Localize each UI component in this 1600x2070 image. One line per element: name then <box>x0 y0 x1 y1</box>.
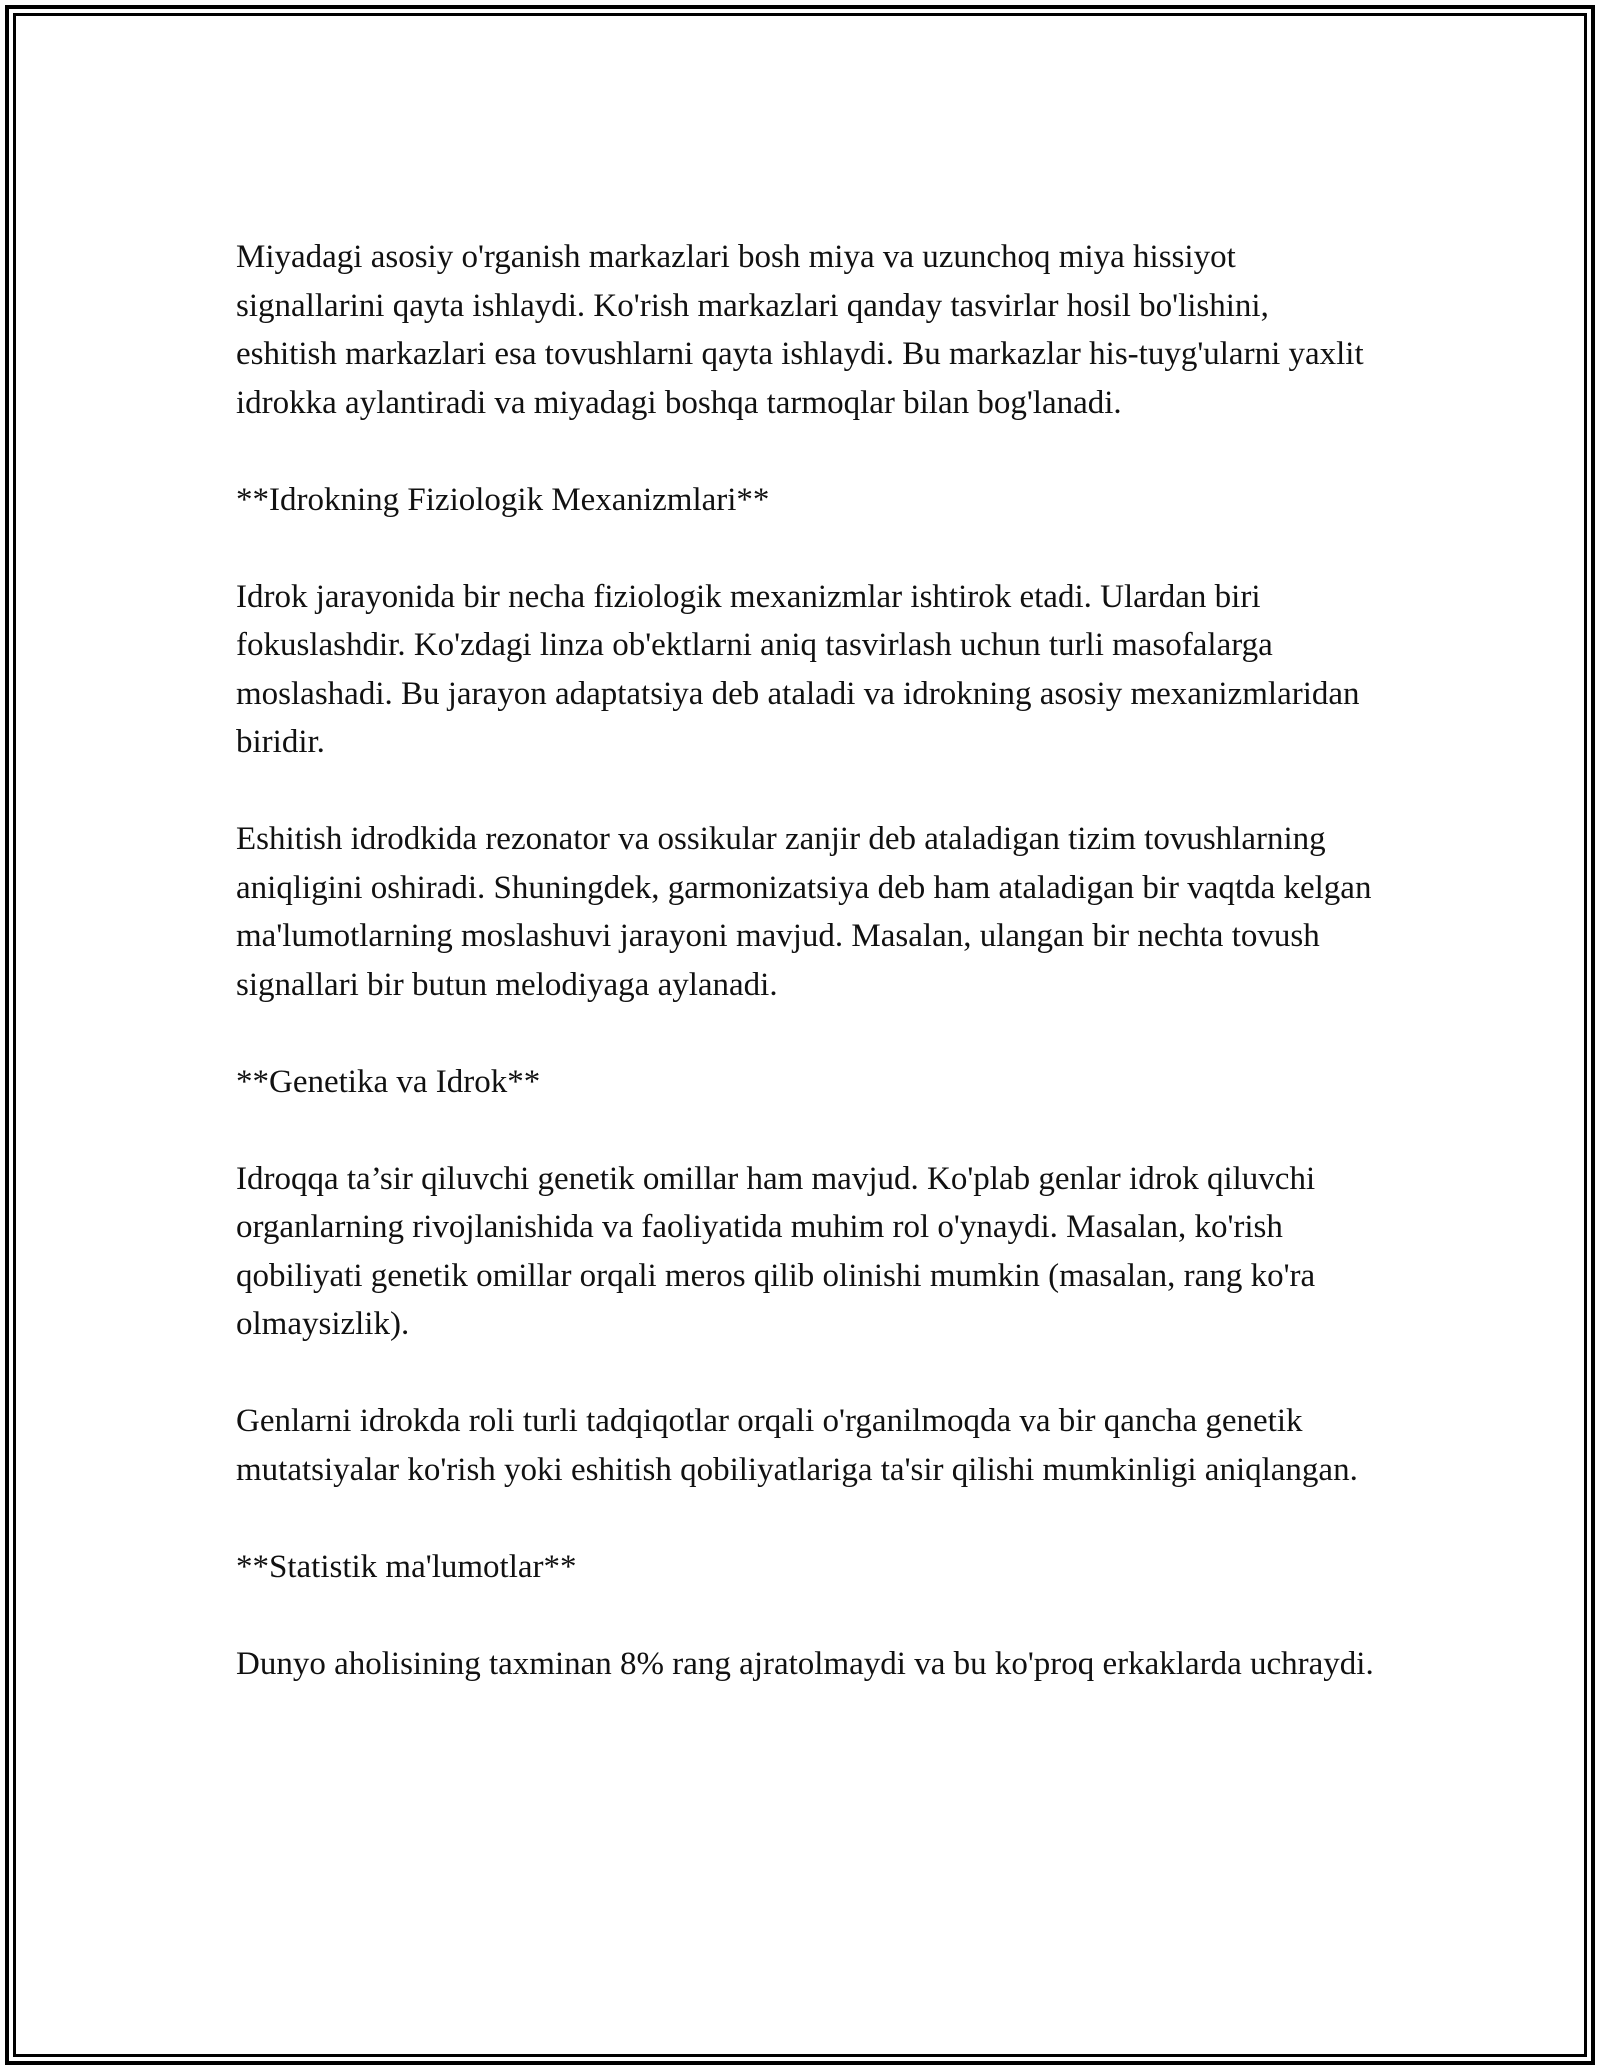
paragraph-focusing: Idrok jarayonida bir necha fiziologik mexanizmlar ishtirok etadi. Ulardan biri fokuslashdir. Ko'zdagi linza ob'ektlarni aniq tasvirlash uchun turli masofalarga moslashadi. Bu jarayon adaptatsiya deb ataladi va idrokning asosiy mexanizmlaridan biridir. <box>236 578 1360 760</box>
paragraph-gene-research: Genlarni idrokda roli turli tadqiqotlar orqali o'rganilmoqda va bir qancha genetik mutatsiyalar ko'rish yoki eshitish qobiliyatlariga ta'sir qilishi mumkinligi aniqlangan. <box>236 1403 1358 1488</box>
heading-statistics: **Statistik ma'lumotlar** <box>236 1548 577 1585</box>
paragraph-brain-centers: Miyadagi asosiy o'rganish markazlari bosh miya va uzunchoq miya hissiyot signallarini qayta ishlaydi. Ko'rish markazlari qanday tasvirlar hosil bo'lishini, eshitish markazlari esa tovushlarni qayta ishlaydi. Bu markazlar his-tuyg'ularni yaxlit idrokka aylantiradi va miyadagi boshqa tarmoqlar bilan bog'lanadi. <box>236 239 1364 421</box>
heading-genetics: **Genetika va Idrok** <box>236 1063 541 1100</box>
paragraph-statistics: Dunyo aholisining taxminan 8% rang ajratolmaydi va bu ko'proq erkaklarda uchraydi. <box>236 1645 1374 1682</box>
heading-physiological-mechanisms: **Idrokning Fiziologik Mexanizmlari** <box>236 481 770 518</box>
paragraph-genetic-factors: Idroqqa ta’sir qiluvchi genetik omillar ham mavjud. Ko'plab genlar idrok qiluvchi organlarning rivojlanishida va faoliyatida muhim rol o'ynaydi. Masalan, ko'rish qobiliyati genetik omillar orqali meros qilib olinishi mumkin (masalan, rang ko'ra olmaysizlik). <box>236 1160 1316 1342</box>
document-body <box>236 233 1376 1737</box>
paragraph-hearing: Eshitish idrodkida rezonator va ossikular zanjir deb ataladigan tizim tovushlarning aniqligini oshiradi. Shuningdek, garmonizatsiya deb ham ataladigan bir vaqtda kelgan ma'lumotlarning moslashuvi jarayoni mavjud. Masalan, ulangan bir nechta tovush signallari bir butun melodiyaga aylanadi. <box>236 821 1372 1003</box>
